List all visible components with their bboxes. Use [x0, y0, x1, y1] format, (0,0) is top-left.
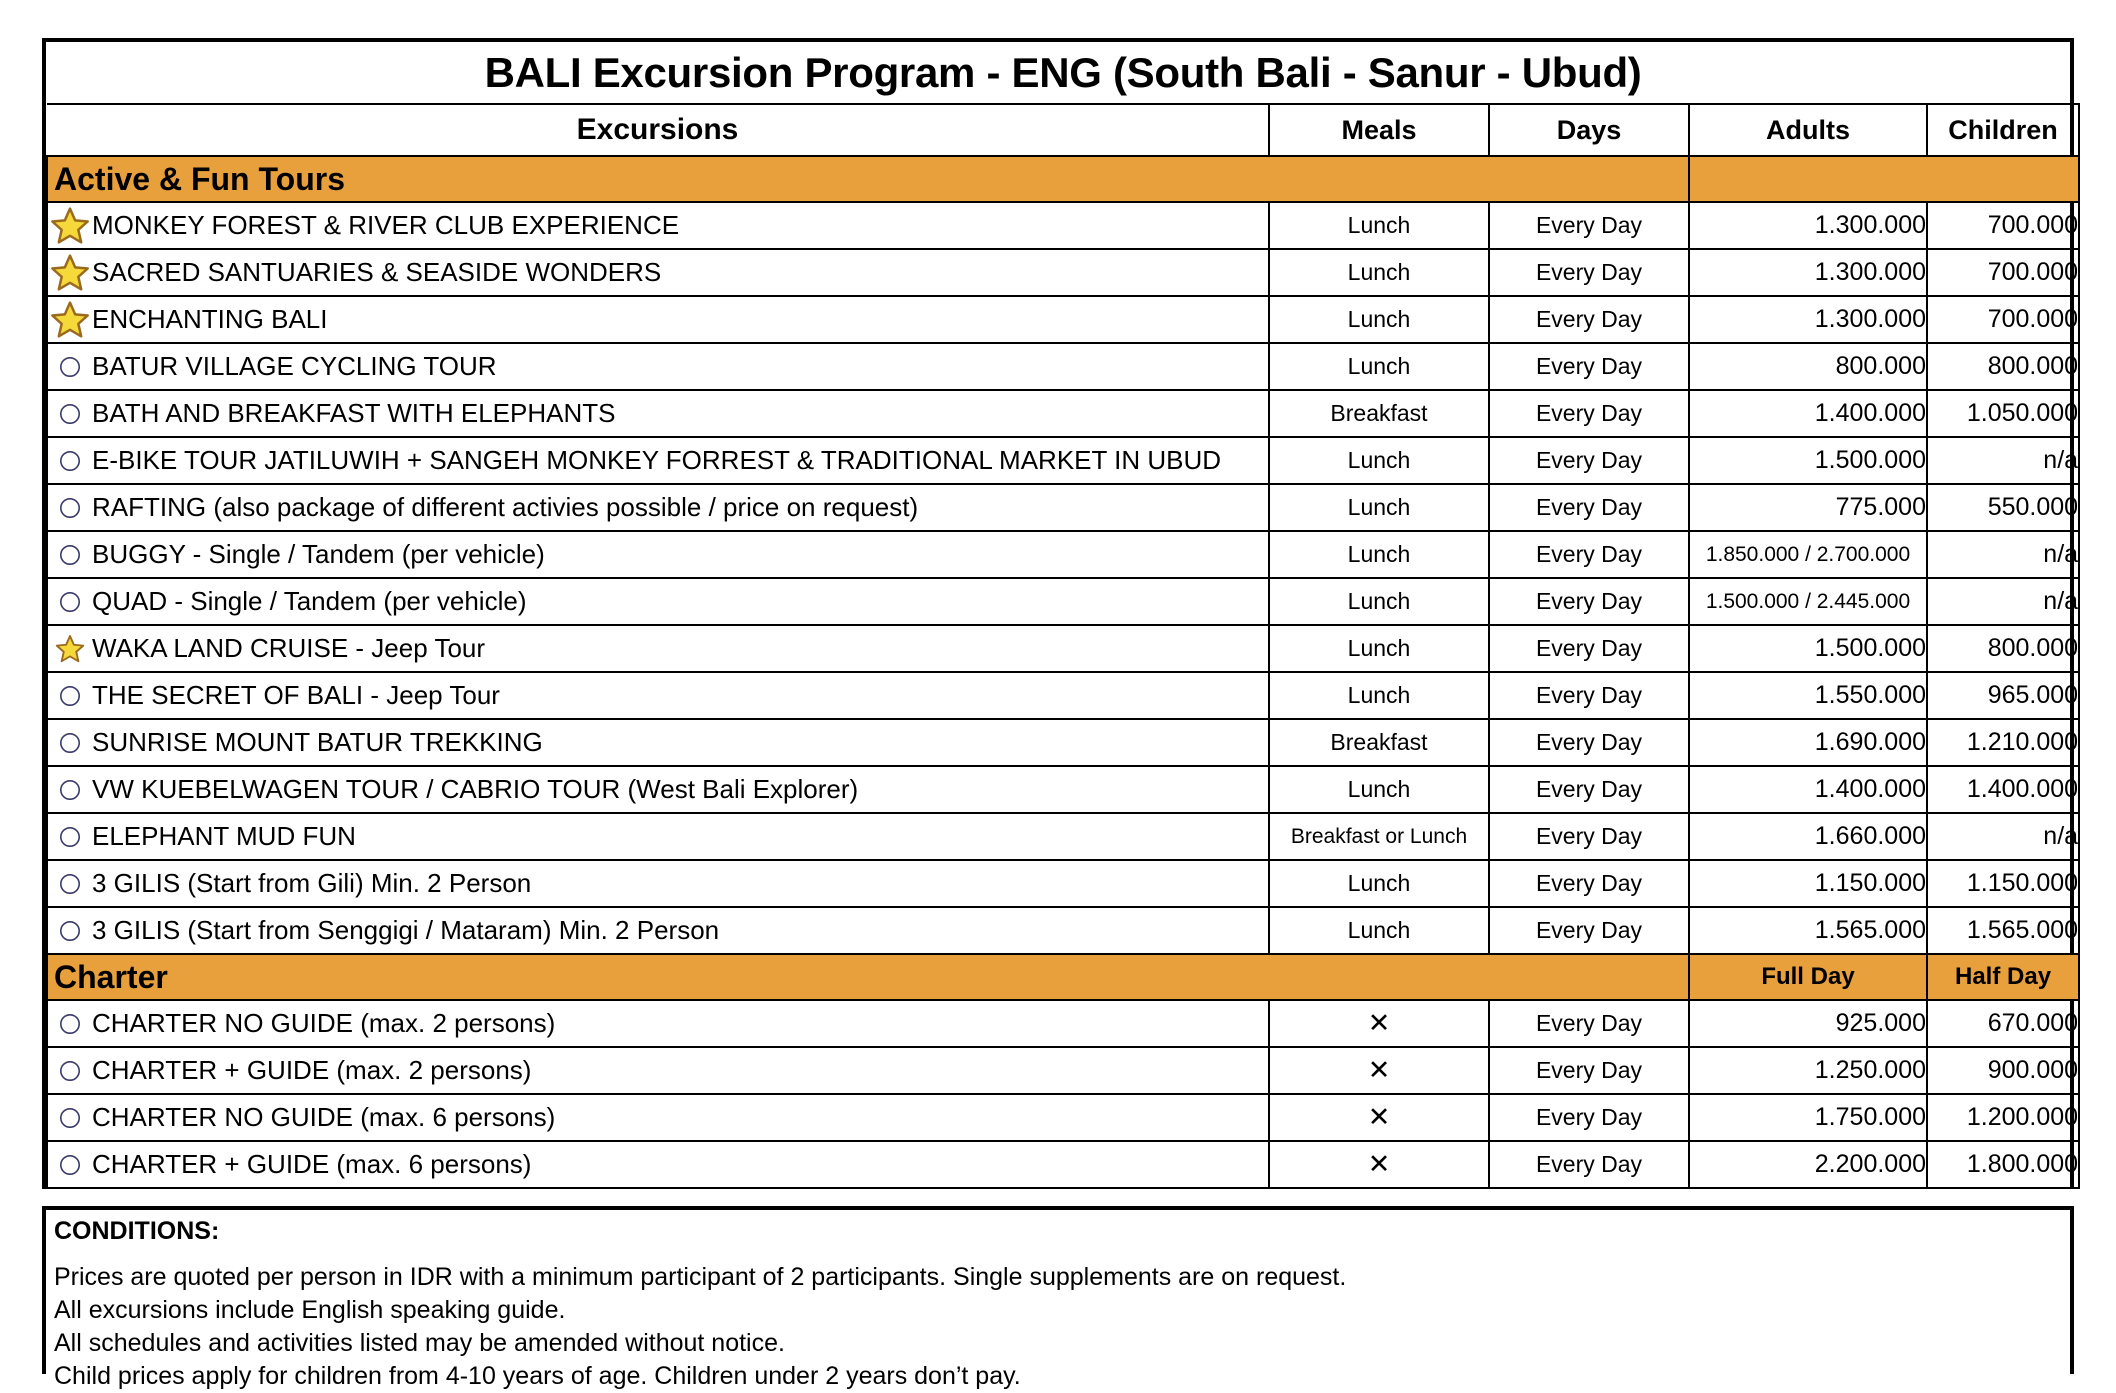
circle-icon	[48, 347, 92, 387]
excursion-name-cell[interactable]	[47, 672, 1269, 719]
excursion-label: ELEPHANT MUD FUN	[92, 820, 356, 851]
meals-cell: ✕	[1269, 1094, 1489, 1141]
circle-icon	[48, 911, 92, 951]
excursion-label: BATUR VILLAGE CYCLING TOUR	[92, 350, 497, 381]
days-cell: Every Day	[1489, 860, 1689, 907]
adults-price-cell: 1.250.000	[1689, 1047, 1927, 1094]
excursion-label: SACRED SANTUARIES & SEASIDE WONDERS	[92, 256, 662, 287]
excursion-label: WAKA LAND CRUISE - Jeep Tour	[92, 632, 486, 663]
excursion-name-cell[interactable]	[47, 1094, 1269, 1141]
days-cell: Every Day	[1489, 813, 1689, 860]
excursion-label: QUAD - Single / Tandem (per vehicle)	[92, 585, 527, 616]
children-price-cell: 1.150.000	[1927, 860, 2079, 907]
excursion-name-cell[interactable]	[47, 437, 1269, 484]
circle-icon	[48, 582, 92, 622]
circle-icon	[48, 864, 92, 904]
adults-price-cell: 1.500.000	[1689, 625, 1927, 672]
adults-price-cell: 1.300.000	[1689, 249, 1927, 296]
table-row[interactable]	[47, 813, 2079, 860]
days-cell: Every Day	[1489, 578, 1689, 625]
table-row[interactable]	[47, 625, 2079, 672]
section-label-full-day	[1689, 954, 1927, 1000]
star-icon	[48, 300, 92, 340]
conditions-heading: CONDITIONS:	[54, 1217, 220, 1245]
meals-cell: Lunch	[1269, 672, 1489, 719]
meals-cell: Lunch	[1269, 578, 1489, 625]
meals-cell: Lunch	[1269, 484, 1489, 531]
conditions-line: All schedules and activities listed may be amended without notice.	[54, 1329, 785, 1358]
conditions-line: All excursions include English speaking guide.	[54, 1296, 566, 1325]
days-cell: Every Day	[1489, 390, 1689, 437]
circle-icon	[48, 394, 92, 434]
days-cell: Every Day	[1489, 625, 1689, 672]
excursion-name-cell[interactable]	[47, 390, 1269, 437]
adults-price-cell: 2.200.000	[1689, 1141, 1927, 1188]
adults-price-cell: 1.150.000	[1689, 860, 1927, 907]
excursion-name-cell[interactable]	[47, 578, 1269, 625]
circle-icon	[48, 770, 92, 810]
excursion-table-frame	[42, 38, 2079, 1189]
adults-price-cell: 1.300.000	[1689, 296, 1927, 343]
meals-cell: Lunch	[1269, 766, 1489, 813]
excursion-name-cell[interactable]	[47, 625, 1269, 672]
column-header-adults: Adults	[1689, 104, 1927, 156]
table-row[interactable]	[47, 484, 2079, 531]
table-row[interactable]	[47, 672, 2079, 719]
column-header-children: Children	[1927, 104, 2079, 156]
meals-cell: ✕	[1269, 1141, 1489, 1188]
table-row[interactable]	[47, 202, 2079, 249]
excursion-label: CHARTER NO GUIDE (max. 6 persons)	[92, 1101, 556, 1132]
circle-icon	[48, 441, 92, 481]
meals-cell: Lunch	[1269, 296, 1489, 343]
children-price-cell: 800.000	[1927, 625, 2079, 672]
excursion-name-cell[interactable]	[47, 1000, 1269, 1047]
excursion-name-cell[interactable]	[47, 296, 1269, 343]
children-price-cell: 700.000	[1927, 296, 2079, 343]
table-row[interactable]	[47, 860, 2079, 907]
children-price-cell: n/a	[1927, 437, 2079, 484]
circle-icon	[48, 817, 92, 857]
conditions-line: Child prices apply for children from 4-10 years of age. Children under 2 years don’t pay.	[54, 1362, 1021, 1391]
meals-cell: ✕	[1269, 1047, 1489, 1094]
days-cell: Every Day	[1489, 296, 1689, 343]
table-row[interactable]	[47, 766, 2079, 813]
excursion-label: E-BIKE TOUR JATILUWIH + SANGEH MONKEY FORREST & TRADITIONAL MARKET IN UBUD	[92, 444, 1222, 475]
conditions-block	[42, 1206, 2074, 1391]
star-icon	[48, 206, 92, 246]
children-price-cell: 800.000	[1927, 343, 2079, 390]
excursion-name-cell[interactable]	[47, 907, 1269, 954]
table-row[interactable]	[47, 907, 2079, 954]
children-price-cell: 1.200.000	[1927, 1094, 2079, 1141]
table-row[interactable]	[47, 1094, 2079, 1141]
excursion-label: SUNRISE MOUNT BATUR TREKKING	[92, 726, 543, 757]
table-row[interactable]	[47, 719, 2079, 766]
days-cell: Every Day	[1489, 202, 1689, 249]
children-price-cell: 1.800.000	[1927, 1141, 2079, 1188]
adults-price-cell: 1.300.000	[1689, 202, 1927, 249]
excursion-label: CHARTER NO GUIDE (max. 2 persons)	[92, 1007, 556, 1038]
adults-price-cell: 1.500.000	[1689, 437, 1927, 484]
excursion-label: BUGGY - Single / Tandem (per vehicle)	[92, 538, 545, 569]
meals-cell: Lunch	[1269, 907, 1489, 954]
children-price-cell: 1.565.000	[1927, 907, 2079, 954]
table-row[interactable]	[47, 296, 2079, 343]
document-title-cell	[47, 42, 2079, 104]
section-header-charter	[47, 954, 1689, 1000]
section-col5-label: Half Day	[1955, 963, 2052, 990]
column-header-excursions: Excursions	[47, 104, 1269, 156]
excursion-label: CHARTER + GUIDE (max. 6 persons)	[92, 1148, 532, 1179]
children-price-cell: 965.000	[1927, 672, 2079, 719]
days-cell: Every Day	[1489, 1047, 1689, 1094]
circle-icon	[48, 1051, 92, 1091]
adults-price-cell: 1.850.000 / 2.700.000	[1689, 531, 1927, 578]
days-cell: Every Day	[1489, 249, 1689, 296]
children-price-cell: 670.000	[1927, 1000, 2079, 1047]
meals-cell: Lunch	[1269, 625, 1489, 672]
section-title: Active & Fun Tours	[54, 161, 345, 197]
excursion-name-cell[interactable]	[47, 860, 1269, 907]
circle-icon	[48, 535, 92, 575]
star-icon	[48, 253, 92, 293]
children-price-cell: 900.000	[1927, 1047, 2079, 1094]
meals-cell: Lunch	[1269, 860, 1489, 907]
adults-price-cell: 1.400.000	[1689, 390, 1927, 437]
section-col4-label: Full Day	[1761, 963, 1855, 990]
meals-cell: ✕	[1269, 1000, 1489, 1047]
children-price-cell: 700.000	[1927, 202, 2079, 249]
circle-icon	[48, 1004, 92, 1044]
days-cell: Every Day	[1489, 766, 1689, 813]
table-row[interactable]	[47, 1000, 2079, 1047]
children-price-cell: n/a	[1927, 531, 2079, 578]
meals-cell: Lunch	[1269, 437, 1489, 484]
circle-icon	[48, 723, 92, 763]
adults-price-cell: 1.750.000	[1689, 1094, 1927, 1141]
days-cell: Every Day	[1489, 907, 1689, 954]
table-row[interactable]	[47, 531, 2079, 578]
excursion-label: BATH AND BREAKFAST WITH ELEPHANTS	[92, 397, 616, 428]
excursion-name-cell[interactable]	[47, 249, 1269, 296]
excursion-name-cell[interactable]	[47, 343, 1269, 390]
children-price-cell: 1.210.000	[1927, 719, 2079, 766]
excursion-name-cell[interactable]	[47, 484, 1269, 531]
children-price-cell: 1.400.000	[1927, 766, 2079, 813]
excursion-label: MONKEY FOREST & RIVER CLUB EXPERIENCE	[92, 209, 680, 240]
days-cell: Every Day	[1489, 437, 1689, 484]
excursion-name-cell[interactable]	[47, 813, 1269, 860]
children-price-cell: n/a	[1927, 813, 2079, 860]
section-label-half-day	[1927, 954, 2079, 1000]
excursion-name-cell[interactable]	[47, 719, 1269, 766]
days-cell: Every Day	[1489, 672, 1689, 719]
children-price-cell: 700.000	[1927, 249, 2079, 296]
adults-price-cell: 800.000	[1689, 343, 1927, 390]
children-price-cell: n/a	[1927, 578, 2079, 625]
meals-cell: Lunch	[1269, 343, 1489, 390]
excursion-table	[46, 42, 2080, 1189]
meals-cell: Lunch	[1269, 202, 1489, 249]
excursion-label: VW KUEBELWAGEN TOUR / CABRIO TOUR (West Bali Explorer)	[92, 773, 859, 804]
circle-icon	[48, 1145, 92, 1185]
adults-price-cell: 1.500.000 / 2.445.000	[1689, 578, 1927, 625]
excursion-label: CHARTER + GUIDE (max. 2 persons)	[92, 1054, 532, 1085]
excursion-label: RAFTING (also package of different activies possible / price on request)	[92, 491, 919, 522]
circle-icon	[48, 676, 92, 716]
adults-price-cell: 925.000	[1689, 1000, 1927, 1047]
children-price-cell: 550.000	[1927, 484, 2079, 531]
adults-price-cell: 775.000	[1689, 484, 1927, 531]
section-header-price-span	[1689, 156, 2079, 202]
meals-cell: Breakfast	[1269, 719, 1489, 766]
table-row[interactable]	[47, 343, 2079, 390]
days-cell: Every Day	[1489, 1000, 1689, 1047]
meals-cell: Lunch	[1269, 249, 1489, 296]
excursion-name-cell[interactable]	[47, 202, 1269, 249]
meals-cell: Breakfast or Lunch	[1269, 813, 1489, 860]
excursion-label: THE SECRET OF BALI - Jeep Tour	[92, 679, 500, 710]
adults-price-cell: 1.550.000	[1689, 672, 1927, 719]
excursion-name-cell[interactable]	[47, 1141, 1269, 1188]
excursion-label: 3 GILIS (Start from Senggigi / Mataram) Min. 2 Person	[92, 914, 720, 945]
excursion-name-cell[interactable]	[47, 766, 1269, 813]
excursion-name-cell[interactable]	[47, 531, 1269, 578]
table-row[interactable]	[47, 249, 2079, 296]
page-title: BALI Excursion Program - ENG (South Bali - Sanur - Ubud)	[484, 48, 1642, 96]
table-row[interactable]	[47, 1047, 2079, 1094]
circle-icon	[48, 1098, 92, 1138]
days-cell: Every Day	[1489, 1141, 1689, 1188]
meals-cell: Breakfast	[1269, 390, 1489, 437]
adults-price-cell: 1.660.000	[1689, 813, 1927, 860]
column-header-days: Days	[1489, 104, 1689, 156]
star-icon	[48, 629, 92, 669]
conditions-line: Prices are quoted per person in IDR with a minimum participant of 2 participants. Single supplements are on request.	[54, 1263, 1347, 1292]
table-row[interactable]	[47, 1141, 2079, 1188]
excursion-label: ENCHANTING BALI	[92, 303, 328, 334]
excursion-name-cell[interactable]	[47, 1047, 1269, 1094]
children-price-cell: 1.050.000	[1927, 390, 2079, 437]
days-cell: Every Day	[1489, 531, 1689, 578]
days-cell: Every Day	[1489, 719, 1689, 766]
days-cell: Every Day	[1489, 343, 1689, 390]
adults-price-cell: 1.690.000	[1689, 719, 1927, 766]
adults-price-cell: 1.400.000	[1689, 766, 1927, 813]
table-row[interactable]	[47, 390, 2079, 437]
column-header-meals: Meals	[1269, 104, 1489, 156]
adults-price-cell: 1.565.000	[1689, 907, 1927, 954]
table-row[interactable]	[47, 437, 2079, 484]
days-cell: Every Day	[1489, 484, 1689, 531]
excursion-label: 3 GILIS (Start from Gili) Min. 2 Person	[92, 867, 532, 898]
days-cell: Every Day	[1489, 1094, 1689, 1141]
circle-icon	[48, 488, 92, 528]
meals-cell: Lunch	[1269, 531, 1489, 578]
table-row[interactable]	[47, 578, 2079, 625]
section-title: Charter	[54, 959, 168, 995]
section-header-active-fun-tours	[47, 156, 1689, 202]
